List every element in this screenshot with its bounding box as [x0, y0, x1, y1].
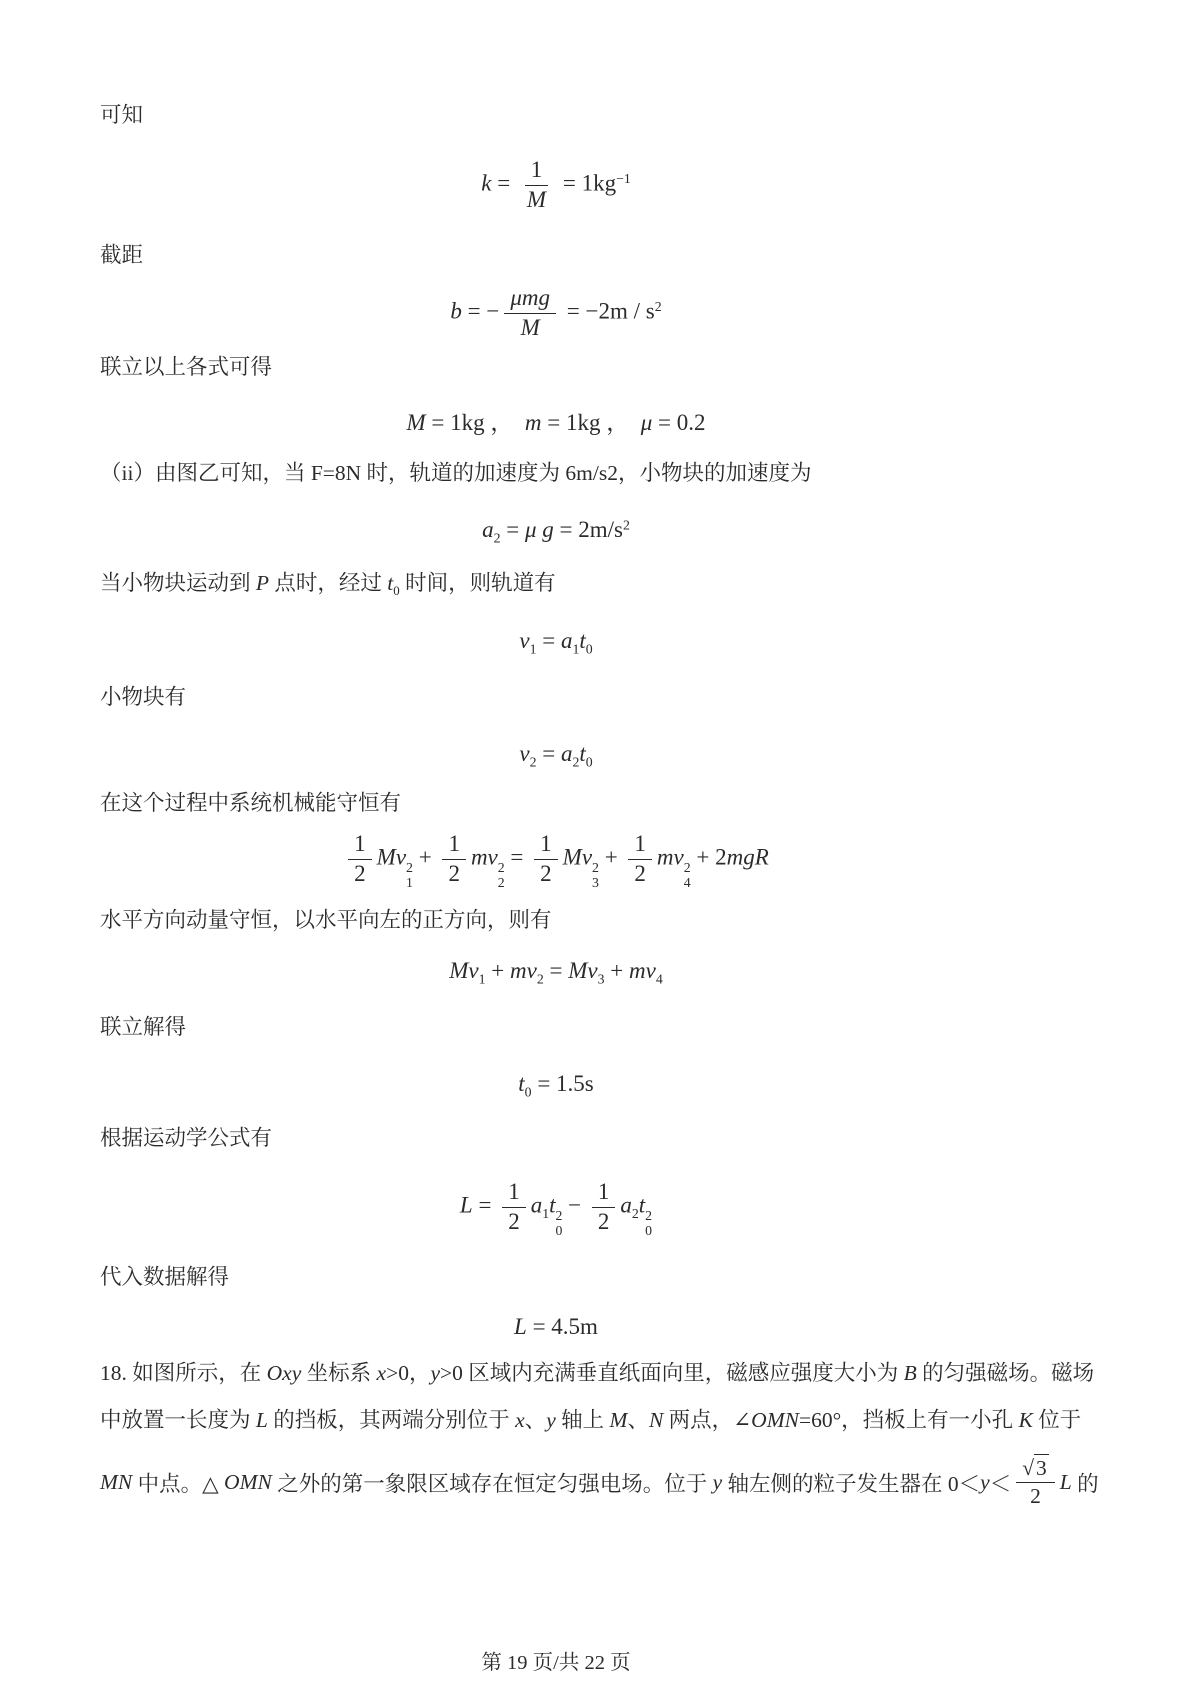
math-variable: t	[579, 741, 586, 767]
math-text: 2	[1030, 1484, 1041, 1508]
fraction-numerator	[504, 284, 556, 314]
math-fraction	[534, 830, 558, 889]
math-subscript: 0	[645, 1222, 653, 1238]
math-variable: L	[1059, 1469, 1072, 1494]
math-subscript: 3	[597, 971, 605, 987]
math-variable: Mv	[562, 844, 593, 870]
math-radical	[1022, 1454, 1049, 1482]
math-variable: P	[255, 571, 270, 595]
math-subscript: 0	[555, 1222, 563, 1238]
math-variable: t	[579, 628, 586, 654]
math-variable: μmg	[510, 284, 550, 310]
math-superscript: 2	[592, 859, 599, 875]
math-subscript: 4	[655, 971, 663, 987]
math-variable: v	[519, 628, 530, 654]
para-xiaowukuai	[100, 685, 186, 710]
math-text: =	[472, 1192, 498, 1218]
math-subscript: 0	[524, 1084, 532, 1100]
math-subscript: 2	[497, 874, 505, 890]
math-supsub	[498, 860, 505, 890]
formula-energy-content	[343, 830, 769, 890]
math-variable: t	[387, 571, 394, 595]
math-variable: a	[530, 1192, 543, 1218]
math-variable: t	[549, 1192, 556, 1218]
math-text: 中放置一长度为	[100, 1408, 256, 1432]
math-variable: MN	[100, 1469, 133, 1494]
math-text: = 1.5s	[531, 1071, 594, 1097]
math-variable: OMN	[224, 1469, 272, 1494]
math-text: 1	[530, 156, 543, 182]
math-superscript: 2	[645, 1207, 653, 1223]
math-variable: y	[980, 1469, 990, 1494]
math-text: 2	[354, 860, 366, 886]
math-subscript: 1	[406, 874, 413, 890]
math-text: −	[562, 1192, 587, 1218]
para-lianli	[100, 355, 272, 380]
math-variable: t	[638, 1192, 646, 1218]
radicand: 3	[1036, 1456, 1047, 1481]
math-variable: v	[519, 741, 530, 767]
math-subscript: 1	[542, 1206, 550, 1222]
math-superscript: 2	[683, 859, 691, 875]
math-variable: x	[515, 1408, 525, 1432]
math-text: 18. 如图所示，在	[100, 1361, 267, 1385]
para-jieju	[100, 243, 143, 268]
math-variable: mv	[470, 844, 498, 870]
math-text: 2	[597, 1208, 610, 1234]
math-text: =	[504, 844, 530, 870]
math-text: ＜	[989, 1471, 1012, 1496]
math-superscript: 2	[654, 298, 662, 314]
math-fraction	[592, 1178, 616, 1237]
math-text: 2	[540, 860, 552, 886]
math-subscript: 2	[529, 754, 537, 770]
fraction-numerator	[1016, 1454, 1055, 1483]
math-subscript: 0	[585, 754, 593, 770]
radical-sign-icon: √	[1022, 1456, 1035, 1481]
math-text: 之外的第一象限区域存在恒定匀强电场。位于	[271, 1471, 713, 1496]
math-variable: L	[255, 1408, 268, 1432]
math-variable: L	[459, 1192, 473, 1218]
math-text: = 1kg ，	[425, 409, 525, 435]
fraction-numerator	[534, 830, 558, 860]
fraction-numerator	[525, 156, 549, 186]
math-variable: y	[712, 1469, 723, 1494]
math-text: = −2m / s	[561, 298, 655, 324]
fraction-denominator	[348, 860, 372, 889]
math-text: 中点。△	[132, 1471, 225, 1496]
math-text: 轴上	[555, 1408, 610, 1432]
math-text: 联立解得	[100, 1015, 187, 1039]
math-variable: B	[903, 1361, 917, 1385]
math-text: 轴左侧的粒子发生器在 0＜	[722, 1471, 981, 1496]
formula-b-content	[450, 284, 661, 343]
math-variable: v	[526, 958, 537, 984]
formula-v2-content	[519, 741, 592, 771]
formula-a2-content	[482, 517, 630, 547]
math-variable: M	[406, 409, 426, 435]
math-variable: K	[1018, 1408, 1033, 1432]
math-text: = 2m/s	[553, 517, 623, 543]
para-ii	[100, 461, 812, 486]
fraction-denominator	[592, 1208, 616, 1237]
fraction-denominator	[534, 860, 558, 889]
math-text: 的匀强磁场。磁场	[916, 1361, 1095, 1385]
math-text: = −	[461, 298, 500, 324]
math-text: 两点，∠	[663, 1408, 752, 1432]
math-variable: M	[449, 958, 469, 984]
math-variable: N	[648, 1408, 664, 1432]
math-fraction	[521, 156, 552, 215]
math-variable: v	[468, 958, 479, 984]
math-superscript: 2	[406, 859, 413, 875]
math-text: 水平方向动量守恒，以水平向左的正方向，则有	[100, 908, 552, 932]
para-lianli-jiede	[100, 1015, 186, 1040]
math-subscript: 3	[592, 874, 599, 890]
math-text: =	[491, 170, 516, 196]
math-supsub	[592, 860, 599, 890]
math-text: +	[485, 958, 510, 984]
math-subscript: 4	[683, 874, 691, 890]
para-18-line-2	[100, 1408, 1081, 1433]
math-subscript: 2	[536, 971, 544, 987]
math-variable: M	[526, 186, 547, 212]
math-variable: y	[430, 1361, 441, 1385]
formula-k	[0, 155, 1112, 215]
math-fraction	[442, 830, 466, 889]
math-text: 1	[597, 1179, 610, 1205]
para-dang-p	[100, 571, 556, 604]
math-text: 在这个过程中系统机械能守恒有	[100, 791, 402, 815]
fraction-denominator	[628, 860, 652, 889]
math-text: +	[598, 844, 624, 870]
math-text: +	[412, 844, 438, 870]
math-variable: Oxy	[266, 1361, 302, 1385]
math-variable: b	[450, 298, 462, 324]
math-text: = 4.5m	[526, 1314, 598, 1339]
math-text: =	[536, 628, 561, 654]
math-text: 截距	[100, 243, 144, 267]
formula-v2	[0, 741, 1112, 771]
para-yundongxue	[100, 1126, 272, 1151]
math-superscript: −1	[616, 170, 631, 186]
math-text: 1	[540, 831, 552, 857]
fraction-numerator	[502, 1178, 526, 1208]
formula-v1-content	[519, 628, 592, 658]
para-18-line-1	[100, 1361, 1094, 1386]
math-subscript: 0	[393, 584, 400, 599]
math-variable: x	[376, 1361, 387, 1385]
fraction-denominator	[502, 1208, 526, 1237]
math-superscript: 2	[622, 517, 630, 533]
math-text: 1	[634, 831, 646, 857]
math-text: 位于	[1032, 1408, 1082, 1432]
fraction-numerator	[628, 830, 652, 860]
fraction-denominator	[521, 186, 552, 215]
formula-Mm-mu	[0, 405, 1112, 435]
math-text: 1	[448, 831, 460, 857]
para-shuiping	[100, 908, 552, 933]
math-variable: a	[560, 628, 573, 654]
math-variable: a	[482, 517, 494, 543]
math-subscript: 1	[572, 641, 580, 657]
formula-energy	[0, 830, 1112, 890]
formula-Mm-mu-content	[406, 404, 705, 437]
math-text: 1	[508, 1179, 520, 1205]
formula-momentum-content	[449, 958, 663, 988]
fraction-denominator	[442, 860, 466, 889]
math-text: 2	[448, 860, 460, 886]
math-text: =	[500, 517, 525, 543]
math-text: >0 区域内充满垂直纸面向里，磁感应强度大小为	[440, 1361, 904, 1385]
formula-t0-content	[518, 1071, 593, 1101]
math-variable: M	[568, 958, 588, 984]
math-text: >0，	[386, 1361, 431, 1385]
formula-v1	[0, 628, 1112, 658]
math-variable: a	[560, 741, 573, 767]
formula-b	[0, 283, 1112, 343]
formula-momentum	[0, 958, 1112, 988]
formula-k-content	[481, 156, 631, 215]
math-text: 当小物块运动到	[100, 571, 256, 595]
math-subscript: 1	[478, 971, 486, 987]
para-dairu	[100, 1265, 229, 1290]
math-text: = 1kg ，	[541, 409, 641, 435]
math-text: =60°，挡板上有一小孔	[798, 1408, 1019, 1432]
math-variable: μ	[640, 409, 653, 435]
math-variable: M	[609, 1408, 628, 1432]
math-fraction	[502, 1178, 526, 1237]
math-text: 可知	[100, 103, 144, 127]
math-text: 、	[627, 1408, 649, 1432]
math-subscript: 2	[631, 1206, 639, 1222]
math-variable: mgR	[726, 844, 769, 870]
math-variable: mv	[656, 844, 684, 870]
math-variable: t	[518, 1071, 525, 1097]
math-fraction	[1016, 1454, 1055, 1510]
fraction-denominator	[515, 314, 546, 343]
para-kezhi	[100, 103, 143, 128]
math-text: 根据运动学公式有	[100, 1126, 273, 1150]
math-text: 2	[634, 860, 646, 886]
math-variable: L	[514, 1314, 527, 1339]
math-variable: m	[524, 409, 542, 435]
formula-L-value-content	[514, 1314, 598, 1340]
fraction-numerator	[348, 830, 372, 860]
math-text: 的	[1071, 1471, 1099, 1496]
math-variable: m	[510, 958, 527, 984]
math-variable: v	[645, 958, 656, 984]
math-subscript: 1	[529, 641, 537, 657]
math-text: 联立以上各式可得	[100, 355, 273, 379]
math-variable: y	[546, 1408, 556, 1432]
formula-t0	[0, 1071, 1112, 1101]
formula-L	[0, 1178, 1112, 1238]
math-text: 小物块有	[100, 685, 187, 709]
math-variable: m	[629, 958, 646, 984]
math-text: 的挡板，其两端分别位于	[267, 1408, 516, 1432]
math-variable: M	[520, 314, 540, 340]
math-text: 时间，则轨道有	[399, 571, 556, 595]
math-variable: a	[620, 1192, 632, 1218]
math-text: 点时，经过	[269, 571, 388, 595]
math-text: （ii）由图乙可知，当 F=8N 时，轨道的加速度为 6m/s2，小物块的加速度为	[100, 461, 812, 485]
math-superscript: 2	[497, 859, 505, 875]
page-number: 第 19 页/共 22 页	[481, 1652, 631, 1674]
formula-L-value	[0, 1312, 1112, 1342]
math-subscript: 2	[572, 754, 580, 770]
page-footer	[0, 1645, 1112, 1675]
math-text: 1	[354, 831, 366, 857]
math-variable: k	[481, 170, 492, 196]
math-variable: v	[587, 958, 598, 984]
formula-a2	[0, 517, 1112, 547]
math-subscript: 0	[585, 641, 593, 657]
math-fraction	[628, 830, 652, 889]
fraction-numerator	[592, 1178, 616, 1208]
math-subscript: 2	[493, 530, 501, 546]
math-supsub	[645, 1208, 652, 1238]
math-supsub	[684, 860, 691, 890]
math-variable: Mv	[376, 844, 407, 870]
math-fraction	[348, 830, 372, 889]
math-text: + 2	[690, 844, 727, 870]
math-text: +	[604, 958, 630, 984]
math-variable: g	[542, 517, 554, 543]
math-text: =	[536, 741, 561, 767]
formula-L-content	[460, 1178, 652, 1238]
math-text: =	[543, 958, 569, 984]
math-superscript: 2	[555, 1207, 563, 1223]
math-fraction	[504, 284, 556, 343]
math-supsub	[406, 860, 413, 890]
para-18-line-3	[100, 1448, 1099, 1516]
math-variable: μ	[524, 517, 537, 543]
math-text: 2	[508, 1208, 520, 1234]
math-text: 坐标系	[301, 1361, 377, 1385]
math-text: 、	[524, 1408, 547, 1432]
fraction-denominator	[1024, 1483, 1047, 1510]
fraction-numerator	[442, 830, 466, 860]
para-guocheng	[100, 791, 401, 816]
math-variable: OMN	[751, 1408, 799, 1432]
math-text: 代入数据解得	[100, 1265, 230, 1289]
math-text: = 0.2	[652, 409, 706, 435]
math-text: = 1kg	[557, 170, 617, 196]
